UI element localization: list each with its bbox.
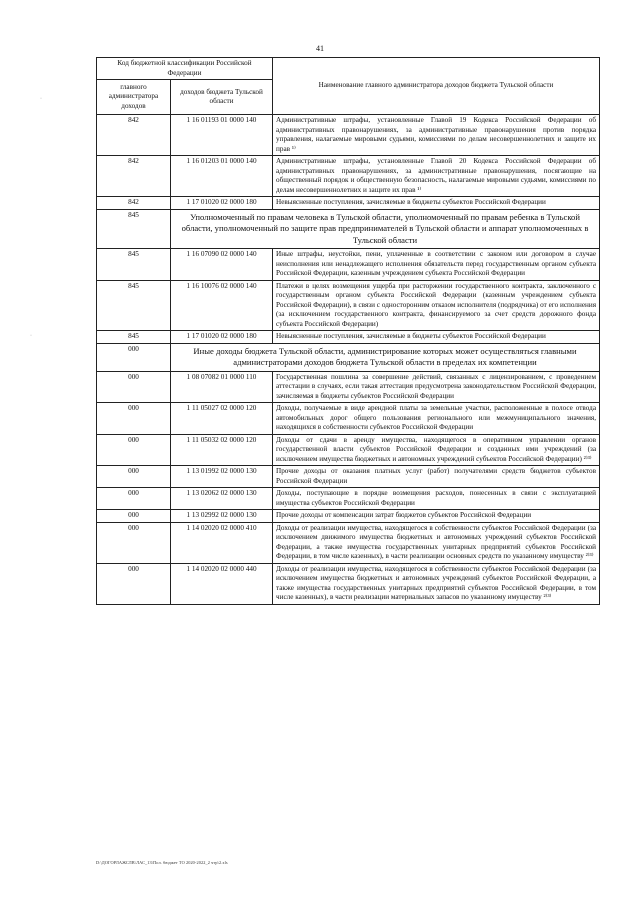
admin-code: 000 [97,488,171,510]
revenue-table [96,57,600,605]
income-description: Административные штрафы, установленные Главой 20 Кодекса Российской Федерации об административных правонарушениях, за административные правонарушения, посягающие на общественный порядок и общественную безопасность, налагаемые мировыми судьями, комиссиями по делам несовершеннолетних и защите их прав ¹⁾ [273,156,600,197]
income-code: 1 13 01992 02 0000 130 [171,466,273,488]
table-row [97,488,600,510]
admin-code: 000 [97,403,171,435]
header-admin: главного администратора доходов [97,80,171,115]
table-row [97,563,600,604]
income-description: Иные штрафы, неустойки, пени, уплаченные в соответствии с законом или договором в случае неисполнения или ненадлежащего исполнения обязательств перед государственным органом субъекта Российской Федерации, казенным учреждением субъекта Российской Федерации [273,249,600,281]
admin-code: 842 [97,115,171,156]
admin-code: 000 [97,563,171,604]
admin-code: 845 [97,331,171,344]
header-kbk: Код бюджетной классификации Российской Федерации [97,58,273,80]
admin-code: 845 [97,249,171,281]
admin-code: 000 [97,371,171,403]
income-description: Прочие доходы от оказания платных услуг (работ) получателями средств бюджетов субъектов Российской Федерации [273,466,600,488]
income-code: 1 14 02020 02 0000 410 [171,522,273,563]
income-description: Доходы, получаемые в виде арендной платы за земельные участки, расположенные в полосе отвода автомобильных дорог общего пользования регионального или межмуниципального значения, находящихся в собственности субъектов Российской Федерации [273,403,600,435]
income-code: 1 16 01203 01 0000 140 [171,156,273,197]
income-code: 1 16 07090 02 0000 140 [171,249,273,281]
income-description: Доходы от реализации имущества, находящегося в собственности субъектов Российской Федерации (за исключением движимого имущества бюджетных и автономных учреждений субъектов Российской Федерации, а также имущества государственных унитарных предприятий субъектов Российской Федерации, в том числе казенных), в части реализации основных средств по указанному имуществу ²⁾³⁾ [273,522,600,563]
income-code: 1 08 07082 01 0000 110 [171,371,273,403]
table-row [97,371,600,403]
admin-code: 845 [97,280,171,331]
income-code: 1 16 01193 01 0000 140 [171,115,273,156]
file-path-footer: D:\ДОГОРЛАЖСЛВ\ЛАС_13\Пол. бюджет ТО 2020-2022_2 чтр\2.xls [96,860,228,865]
header-income: доходов бюджета Тульской области [171,80,273,115]
income-description: Государственная пошлина за совершение действий, связанных с лицензированием, с проведением аттестации в случаях, если такая аттестация предусмотрена законодательством Российской Федерации, зачисляемая в бюджеты субъектов Российской Федерации [273,371,600,403]
table-row [97,522,600,563]
table-row [97,249,600,281]
income-code: 1 13 02062 02 0000 130 [171,488,273,510]
income-description: Доходы от реализации имущества, находящегося в собственности субъектов Российской Федерации (за исключением имущества бюджетных и автономных учреждений субъектов Российской Федерации, а также имущества государственных унитарных предприятий субъектов Российской Федерации, в том числе казенных), в части реализации материальных запасов по указанному имуществу ²⁾³⁾ [273,563,600,604]
income-description: Невыясненные поступления, зачисляемые в бюджеты субъектов Российской Федерации [273,331,600,344]
income-code: 1 11 05032 02 0000 120 [171,434,273,466]
income-description: Доходы, поступающие в порядке возмещения расходов, понесенных в связи с эксплуатацией имущества субъектов Российской Федерации [273,488,600,510]
income-description: Доходы от сдачи в аренду имущества, находящегося в оперативном управлении органов государственной власти субъектов Российской Федерации и созданных ими учреждений (за исключением имущества бюджетных и автономных учреждений субъектов Российской Федерации) ²⁾³⁾ [273,434,600,466]
admin-code: 000 [97,434,171,466]
margin-mark: · [40,96,42,102]
section-row [97,209,600,249]
admin-code: 000 [97,466,171,488]
table-body [97,115,600,605]
income-code: 1 17 01020 02 0000 180 [171,331,273,344]
income-code: 1 13 02992 02 0000 130 [171,510,273,523]
admin-code: 845 [97,209,171,249]
table-row [97,434,600,466]
table-row [97,197,600,210]
admin-code: 000 [97,510,171,523]
income-description: Невыясненные поступления, зачисляемые в бюджеты субъектов Российской Федерации [273,197,600,210]
page-number: 41 [316,44,324,53]
admin-code: 842 [97,197,171,210]
admin-code: 000 [97,343,171,371]
income-description: Платежи в целях возмещения ущерба при расторжении государственного контракта, заключенного с государственным органом субъекта Российской Федерации (казенным учреждением субъекта Российской Федерации), в связи с односторонним отказом исполнителя (подрядчика) от его исполнения (за исключением государственного контракта, финансируемого за счет средств дорожного фонда субъекта Российской Федерации) [273,280,600,331]
header-name: Наименование главного администратора доходов бюджета Тульской области [273,58,600,115]
income-code: 1 17 01020 02 0000 180 [171,197,273,210]
table-row [97,331,600,344]
table-row [97,156,600,197]
income-code: 1 16 10076 02 0000 140 [171,280,273,331]
section-title: Иные доходы бюджета Тульской области, администрирование которых может осуществляться главными администраторами доходов бюджета Тульской области в пределах их компетенции [171,343,600,371]
income-description: Административные штрафы, установленные Главой 19 Кодекса Российской Федерации об административных правонарушениях, за административные правонарушения против порядка управления, налагаемые мировыми судьями, комиссиями по делам несовершеннолетних и защите их прав ¹⁾ [273,115,600,156]
table-row [97,280,600,331]
income-code: 1 11 05027 02 0000 120 [171,403,273,435]
section-row [97,343,600,371]
income-description: Прочие доходы от компенсации затрат бюджетов субъектов Российской Федерации [273,510,600,523]
section-title: Уполномоченный по правам человека в Тульской области, уполномоченный по правам ребенка в Тульской области, уполномоченный по защите прав предпринимателей в Тульской области и аппарат уполномоченных в Тульской области [171,209,600,249]
table-row [97,510,600,523]
margin-mark: · [30,333,32,339]
table-row [97,403,600,435]
admin-code: 842 [97,156,171,197]
income-code: 1 14 02020 02 0000 440 [171,563,273,604]
table-row [97,466,600,488]
table-row [97,115,600,156]
admin-code: 000 [97,522,171,563]
